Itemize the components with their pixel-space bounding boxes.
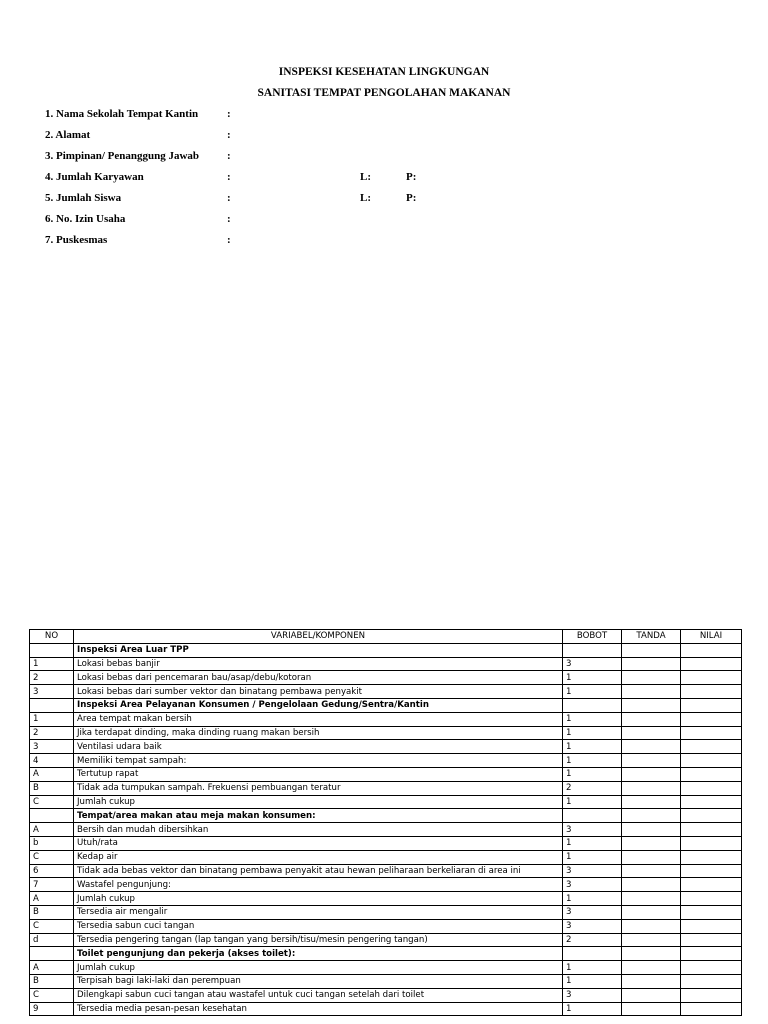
- cell-no: C: [30, 919, 74, 933]
- cell-tanda: [622, 685, 681, 699]
- document-subtitle: SANITASI TEMPAT PENGOLAHAN MAKANAN: [257, 87, 511, 99]
- cell-tanda: [622, 850, 681, 864]
- cell-nilai: [681, 685, 742, 699]
- table-row: [30, 974, 742, 988]
- cell-bobot: 3: [563, 864, 622, 878]
- header-no: NO: [30, 630, 74, 644]
- cell-nilai: [681, 767, 742, 781]
- table-row: [30, 905, 742, 919]
- cell-no: 2: [30, 726, 74, 740]
- cell-no: A: [30, 823, 74, 837]
- table-row: [30, 988, 742, 1002]
- cell-no: 1: [30, 712, 74, 726]
- table-row: [30, 671, 742, 685]
- cell-nilai: [681, 947, 742, 961]
- info-field-row: [45, 146, 645, 167]
- cell-nilai: [681, 809, 742, 823]
- header-tanda: TANDA: [622, 630, 681, 644]
- table-row: [30, 836, 742, 850]
- cell-variabel: Utuh/rata: [74, 836, 563, 850]
- cell-variabel: Bersih dan mudah dibersihkan: [74, 823, 563, 837]
- cell-variabel: Area tempat makan bersih: [74, 712, 563, 726]
- info-field-label: 2. Alamat: [45, 129, 91, 141]
- cell-no: C: [30, 795, 74, 809]
- cell-tanda: [622, 974, 681, 988]
- cell-no: C: [30, 850, 74, 864]
- cell-no: B: [30, 974, 74, 988]
- cell-no: 3: [30, 740, 74, 754]
- cell-bobot: 3: [563, 988, 622, 1002]
- cell-no: C: [30, 988, 74, 1002]
- cell-variabel: Jumlah cukup: [74, 961, 563, 975]
- cell-bobot: 3: [563, 878, 622, 892]
- cell-bobot: 3: [563, 657, 622, 671]
- cell-variabel: Jumlah cukup: [74, 892, 563, 906]
- cell-nilai: [681, 726, 742, 740]
- cell-variabel: Jika terdapat dinding, maka dinding ruang makan bersih: [74, 726, 563, 740]
- info-field-row: [45, 230, 645, 251]
- info-field-l-label: L:: [360, 192, 371, 204]
- cell-nilai: [681, 974, 742, 988]
- info-field-p-label: P:: [406, 192, 417, 204]
- cell-variabel: Tersedia air mengalir: [74, 905, 563, 919]
- cell-bobot: 3: [563, 905, 622, 919]
- cell-nilai: [681, 933, 742, 947]
- cell-bobot: 1: [563, 726, 622, 740]
- table-row: [30, 657, 742, 671]
- cell-nilai: [681, 712, 742, 726]
- cell-nilai: [681, 795, 742, 809]
- cell-nilai: [681, 961, 742, 975]
- info-field-colon: :: [227, 150, 231, 162]
- table-header-row: [30, 630, 742, 644]
- table-section-row: [30, 947, 742, 961]
- table-row: [30, 795, 742, 809]
- table-row: [30, 892, 742, 906]
- cell-bobot: 1: [563, 685, 622, 699]
- info-field-colon: :: [227, 129, 231, 141]
- cell-nilai: [681, 836, 742, 850]
- info-field-row: [45, 104, 645, 125]
- cell-no: A: [30, 767, 74, 781]
- info-field-label: 6. No. Izin Usaha: [45, 213, 126, 225]
- cell-variabel: Dilengkapi sabun cuci tangan atau wastafel untuk cuci tangan setelah dari toilet: [74, 988, 563, 1002]
- cell-variabel: Lokasi bebas banjir: [74, 657, 563, 671]
- cell-tanda: [622, 726, 681, 740]
- cell-bobot: 1: [563, 712, 622, 726]
- table-section-row: [30, 643, 742, 657]
- header-bobot: BOBOT: [563, 630, 622, 644]
- cell-no: 6: [30, 864, 74, 878]
- info-field-colon: :: [227, 171, 231, 183]
- info-field-colon: :: [227, 192, 231, 204]
- cell-variabel: Kedap air: [74, 850, 563, 864]
- cell-bobot: 2: [563, 933, 622, 947]
- cell-variabel: Tidak ada bebas vektor dan binatang pembawa penyakit atau hewan peliharaan berkeliaran di area ini: [74, 864, 563, 878]
- cell-no: [30, 809, 74, 823]
- cell-no: 2: [30, 671, 74, 685]
- cell-no: [30, 947, 74, 961]
- info-field-colon: :: [227, 108, 231, 120]
- info-field-p-label: P:: [406, 171, 417, 183]
- info-field-label: 1. Nama Sekolah Tempat Kantin: [45, 108, 199, 120]
- cell-bobot: 1: [563, 767, 622, 781]
- cell-nilai: [681, 657, 742, 671]
- cell-bobot: 3: [563, 823, 622, 837]
- cell-bobot: [563, 809, 622, 823]
- cell-bobot: 1: [563, 892, 622, 906]
- cell-nilai: [681, 671, 742, 685]
- cell-variabel: Lokasi bebas dari pencemaran bau/asap/debu/kotoran: [74, 671, 563, 685]
- cell-variabel: Tersedia media pesan-pesan kesehatan: [74, 1002, 563, 1016]
- cell-tanda: [622, 671, 681, 685]
- cell-tanda: [622, 933, 681, 947]
- cell-tanda: [622, 657, 681, 671]
- cell-variabel: Tersedia pengering tangan (lap tangan yang bersih/tisu/mesin pengering tangan): [74, 933, 563, 947]
- info-field-l-label: L:: [360, 171, 371, 183]
- table-row: [30, 823, 742, 837]
- cell-tanda: [622, 864, 681, 878]
- cell-nilai: [681, 643, 742, 657]
- cell-tanda: [622, 712, 681, 726]
- cell-tanda: [622, 961, 681, 975]
- identity-fields: [45, 104, 645, 251]
- cell-bobot: 1: [563, 836, 622, 850]
- table-row: [30, 712, 742, 726]
- info-field-label: 3. Pimpinan/ Penanggung Jawab: [45, 150, 200, 162]
- document-title: INSPEKSI KESEHATAN LINGKUNGAN: [278, 66, 490, 78]
- table-row: [30, 878, 742, 892]
- cell-variabel: Inspeksi Area Pelayanan Konsumen / Pengelolaan Gedung/Sentra/Kantin: [74, 698, 563, 712]
- cell-bobot: 1: [563, 1002, 622, 1016]
- table-row: [30, 754, 742, 768]
- header-nilai: NILAI: [681, 630, 742, 644]
- cell-tanda: [622, 836, 681, 850]
- cell-bobot: 2: [563, 781, 622, 795]
- cell-tanda: [622, 823, 681, 837]
- cell-variabel: Toilet pengunjung dan pekerja (akses toilet):: [74, 947, 563, 961]
- cell-bobot: 1: [563, 795, 622, 809]
- cell-nilai: [681, 864, 742, 878]
- cell-nilai: [681, 988, 742, 1002]
- cell-tanda: [622, 795, 681, 809]
- cell-nilai: [681, 892, 742, 906]
- cell-no: [30, 698, 74, 712]
- cell-tanda: [622, 698, 681, 712]
- cell-variabel: Memiliki tempat sampah:: [74, 754, 563, 768]
- cell-tanda: [622, 878, 681, 892]
- table-row: [30, 767, 742, 781]
- cell-no: B: [30, 781, 74, 795]
- inspection-table: [29, 629, 742, 1016]
- cell-nilai: [681, 1002, 742, 1016]
- cell-variabel: Terpisah bagi laki-laki dan perempuan: [74, 974, 563, 988]
- document-header: [0, 62, 768, 104]
- header-variabel-komponen: VARIABEL/KOMPONEN: [74, 630, 563, 644]
- cell-no: 3: [30, 685, 74, 699]
- table-row: [30, 1002, 742, 1016]
- cell-no: b: [30, 836, 74, 850]
- table-row: [30, 740, 742, 754]
- cell-bobot: 1: [563, 740, 622, 754]
- cell-bobot: [563, 947, 622, 961]
- cell-no: A: [30, 961, 74, 975]
- cell-tanda: [622, 892, 681, 906]
- cell-tanda: [622, 809, 681, 823]
- cell-tanda: [622, 1002, 681, 1016]
- cell-variabel: Tidak ada tumpukan sampah. Frekuensi pembuangan teratur: [74, 781, 563, 795]
- cell-no: 4: [30, 754, 74, 768]
- cell-variabel: Tertutup rapat: [74, 767, 563, 781]
- cell-nilai: [681, 740, 742, 754]
- cell-variabel: Tempat/area makan atau meja makan konsumen:: [74, 809, 563, 823]
- info-field-colon: :: [227, 234, 231, 246]
- table-row: [30, 850, 742, 864]
- cell-bobot: 1: [563, 974, 622, 988]
- cell-tanda: [622, 767, 681, 781]
- table-row: [30, 919, 742, 933]
- table-row: [30, 781, 742, 795]
- cell-tanda: [622, 643, 681, 657]
- cell-variabel: Ventilasi udara baik: [74, 740, 563, 754]
- cell-no: [30, 643, 74, 657]
- cell-variabel: Lokasi bebas dari sumber vektor dan binatang pembawa penyakit: [74, 685, 563, 699]
- cell-variabel: Wastafel pengunjung:: [74, 878, 563, 892]
- cell-bobot: 3: [563, 919, 622, 933]
- cell-nilai: [681, 919, 742, 933]
- cell-nilai: [681, 698, 742, 712]
- info-field-row: [45, 188, 645, 209]
- cell-tanda: [622, 754, 681, 768]
- table-row: [30, 933, 742, 947]
- cell-no: d: [30, 933, 74, 947]
- cell-tanda: [622, 740, 681, 754]
- table-row: [30, 685, 742, 699]
- table-row: [30, 864, 742, 878]
- cell-nilai: [681, 781, 742, 795]
- cell-nilai: [681, 850, 742, 864]
- info-field-colon: :: [227, 213, 231, 225]
- cell-no: A: [30, 892, 74, 906]
- cell-bobot: [563, 643, 622, 657]
- cell-no: B: [30, 905, 74, 919]
- table-row: [30, 961, 742, 975]
- info-field-row: [45, 125, 645, 146]
- info-field-label: 7. Puskesmas: [45, 234, 108, 246]
- table-row: [30, 726, 742, 740]
- cell-nilai: [681, 823, 742, 837]
- info-field-row: [45, 209, 645, 230]
- cell-variabel: Tersedia sabun cuci tangan: [74, 919, 563, 933]
- info-field-label: 4. Jumlah Karyawan: [45, 171, 144, 183]
- cell-variabel: Inspeksi Area Luar TPP: [74, 643, 563, 657]
- cell-nilai: [681, 754, 742, 768]
- cell-tanda: [622, 919, 681, 933]
- info-field-row: [45, 167, 645, 188]
- cell-bobot: 1: [563, 671, 622, 685]
- cell-no: 7: [30, 878, 74, 892]
- cell-nilai: [681, 905, 742, 919]
- cell-bobot: 1: [563, 850, 622, 864]
- cell-no: 9: [30, 1002, 74, 1016]
- cell-tanda: [622, 905, 681, 919]
- cell-no: 1: [30, 657, 74, 671]
- cell-tanda: [622, 781, 681, 795]
- table-section-row: [30, 809, 742, 823]
- cell-nilai: [681, 878, 742, 892]
- cell-bobot: 1: [563, 754, 622, 768]
- cell-bobot: [563, 698, 622, 712]
- cell-variabel: Jumlah cukup: [74, 795, 563, 809]
- cell-tanda: [622, 947, 681, 961]
- cell-tanda: [622, 988, 681, 1002]
- info-field-label: 5. Jumlah Siswa: [45, 192, 122, 204]
- table-section-row: [30, 698, 742, 712]
- cell-bobot: 1: [563, 961, 622, 975]
